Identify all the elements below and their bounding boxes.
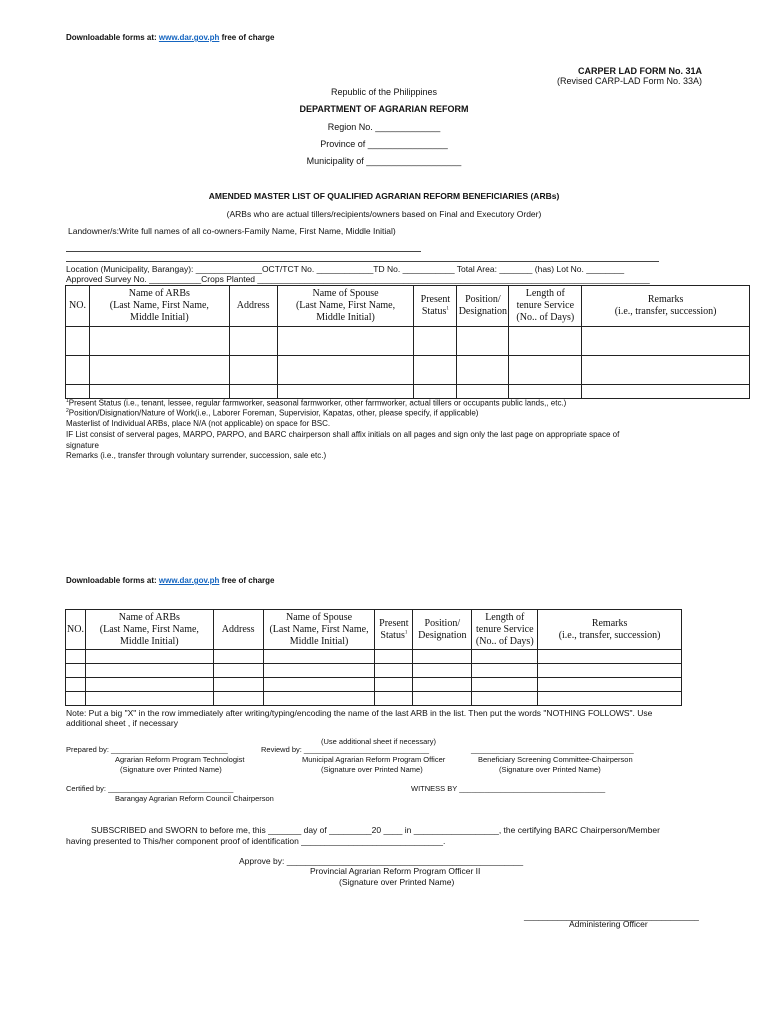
note-present-status: $^1$Present Status (i.e., tenant, lessee, regular farmworker, seasonal farmworker, other farmworker, actual tillers or occupants public lands,, etc.) — [66, 398, 567, 408]
barc-title: Barangay Agrarian Reform Council Chairperson — [115, 794, 274, 803]
page-subtitle: (ARBs who are actual tillers/recipients/owners based on Final and Executory Order) — [226, 209, 542, 219]
form-revised: (Revised CARP-LAD Form No. 33A) — [556, 76, 702, 86]
col-tenure: Length of tenure Service (No.. of Days) — [472, 610, 538, 650]
landowner-instruction: Landowner/s:Write full names of all co-owners-Family Name, First Name, Middle Initial) — [68, 226, 396, 236]
parpo-title: Provincial Agrarian Reform Program Officer II — [310, 866, 481, 876]
approve-by-field[interactable]: Approve by: __________________________________________________ — [239, 856, 524, 866]
arb-table-continuation — [65, 609, 682, 706]
landowner-line — [66, 251, 421, 252]
arpt-sig-label: (Signature over Printed Name) — [120, 765, 222, 774]
marpo-sig-label: (Signature over Printed Name) — [321, 765, 423, 774]
note-pages-cont: signature — [66, 441, 99, 450]
bsc-signature-line[interactable]: _______________________________________ — [471, 745, 634, 754]
note-remarks: Remarks (i.e., transfer through voluntary surrender, succession, sale etc.) — [66, 451, 327, 460]
col-spouse: Name of Spouse (Last Name, First Name, Middle Initial) — [277, 286, 414, 327]
table-row[interactable] — [66, 692, 682, 706]
table-row[interactable] — [66, 650, 682, 664]
col-tenure: Length of tenure Service (No.. of Days) — [509, 286, 582, 327]
col-no: NO. — [66, 610, 86, 650]
col-name: Name of ARBs (Last Name, First Name, Middle Initial) — [89, 286, 229, 327]
note-position: $^2$Position/Disignation/Nature of Work(i.e., Laborer Foreman, Supervisior, Kapatas, other, please specify, if applicable) — [66, 408, 479, 418]
col-no: NO. — [66, 286, 90, 327]
province-field: Province of ________________ — [320, 139, 448, 149]
bsc-sig-label: (Signature over Printed Name) — [499, 765, 601, 774]
col-status: Present Status$^1$ — [375, 610, 413, 650]
form-number: CARPER LAD FORM No. 31A — [577, 66, 702, 76]
col-name: Name of ARBs (Last Name, First Name, Middle Initial) — [85, 610, 213, 650]
download-link-2[interactable]: www.dar.gov.ph — [158, 576, 220, 585]
witness-field[interactable]: WITNESS BY ___________________________________ — [411, 784, 606, 793]
department-label: DEPARTMENT OF AGRARIAN REFORM — [299, 104, 469, 114]
table-header-row — [66, 286, 750, 327]
parpo-sig-label: (Signature over Printed Name) — [339, 877, 455, 887]
arb-table-main — [65, 285, 750, 399]
table-row[interactable] — [66, 678, 682, 692]
download-link[interactable]: www.dar.gov.ph — [158, 33, 220, 42]
note-pages: IF List consist of serveral pages, MARPO, PARPO, and BARC chairperson shall affix initials on all pages and sign only the last page on appropriate space of — [66, 430, 620, 439]
note-additional-sheet: additional sheet , if necessary — [66, 718, 178, 728]
survey-field: Approved Survey No. ___________Crops Planted ___________________________________________________________________________________ — [66, 274, 650, 284]
bsc-title: Beneficiary Screening Committee-Chairperson — [478, 755, 633, 764]
landowner-line-2 — [66, 261, 659, 262]
col-position: Position/ Designation — [457, 286, 509, 327]
download-note: Downloadable forms at: www.dar.gov.ph free of charge — [66, 33, 275, 42]
prepared-by-field[interactable]: Prepared by: ____________________________ — [66, 745, 228, 754]
table-row[interactable] — [66, 385, 750, 399]
administering-line[interactable]: _____________________________________ — [524, 911, 699, 921]
col-spouse: Name of Spouse (Last Name, First Name, Middle Initial) — [263, 610, 375, 650]
note-masterlist: Masterlist of Individual ARBs, place N/A (not applicable) on space for BSC. — [66, 419, 331, 428]
sworn-statement: SUBSCRIBED and SWORN to before me, this _______ day of _________20 ____ in __________________, the certifying BARC Chairperson/Member — [91, 825, 660, 835]
col-position: Position/ Designation — [413, 610, 472, 650]
arpt-title: Agrarian Reform Program Technologist — [115, 755, 245, 764]
location-field: Location (Municipality, Barangay): ______________OCT/TCT No. ____________TD No. ___________ Total Area: _______ (has) Lot No. ________ — [66, 264, 625, 274]
col-address: Address — [229, 286, 277, 327]
col-address: Address — [213, 610, 263, 650]
table-row[interactable] — [66, 356, 750, 385]
col-status: Present Status$^1$ — [414, 286, 457, 327]
download-note-2: Downloadable forms at: www.dar.gov.ph free of charge — [66, 576, 275, 585]
col-remarks: Remarks (i.e., transfer, succession) — [538, 610, 682, 650]
page-title: AMENDED MASTER LIST OF QUALIFIED AGRARIAN REFORM BENEFICIARIES (ARBs) — [208, 191, 560, 201]
republic-label: Republic of the Philippines — [330, 87, 438, 97]
sworn-statement-cont: having presented to This/her component proof of identification ______________________________. — [66, 836, 446, 846]
table-row[interactable] — [66, 327, 750, 356]
additional-sheet-note: (Use additional sheet if necessary) — [321, 737, 437, 746]
region-field: Region No. _____________ — [327, 122, 441, 132]
table-header-row — [66, 610, 682, 650]
marpo-title: Municipal Agrarian Reform Program Officer — [302, 755, 446, 764]
administering-title: Administering Officer — [569, 919, 648, 929]
municipality-field: Municipality of ___________________ — [306, 156, 462, 166]
table-row[interactable] — [66, 664, 682, 678]
col-remarks: Remarks (i.e., transfer, succession) — [582, 286, 750, 327]
certified-by-field[interactable]: Certified by: ______________________________ — [66, 784, 234, 793]
note-nothing-follows: Note: Put a big "X" in the row immediately after writing/typing/encoding the name of the last ARB in the list. Then put the words "NOTHING FOLLOWS". Use — [66, 708, 653, 718]
reviewed-by-field[interactable]: Reviewd by: ______________________________ — [261, 745, 430, 754]
